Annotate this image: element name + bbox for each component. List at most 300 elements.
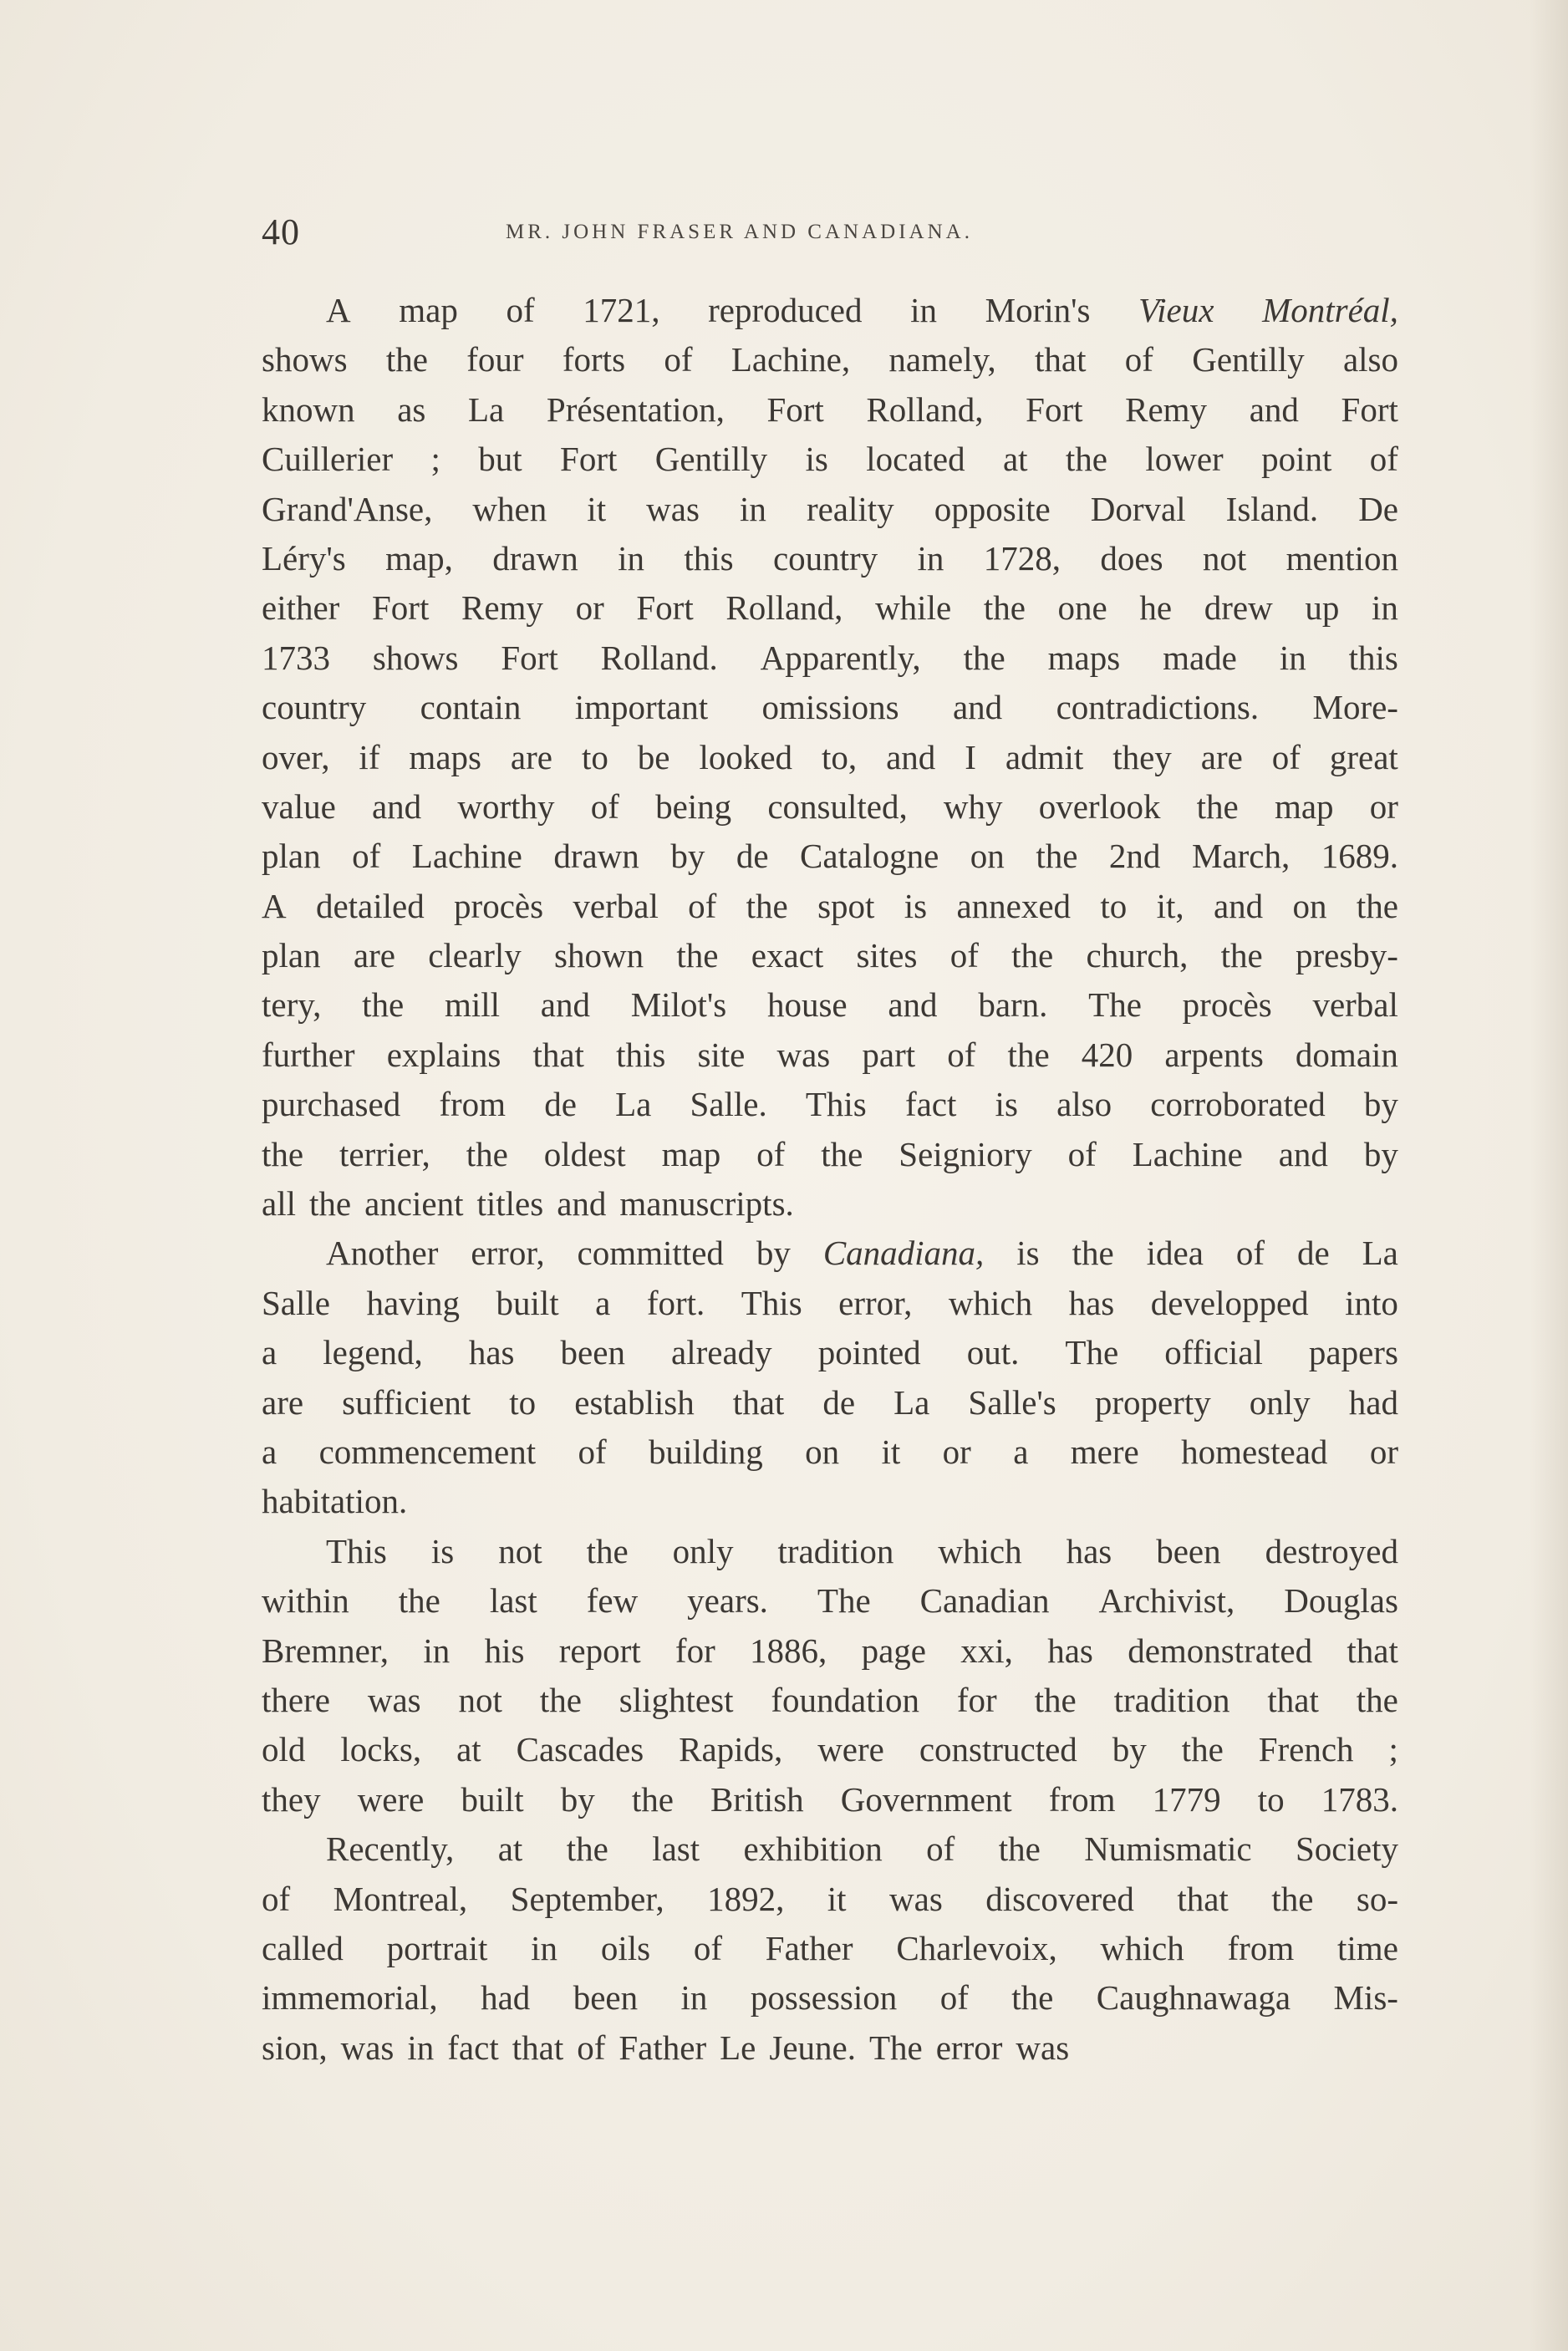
word: reproduced <box>708 291 863 329</box>
word: official <box>1164 1333 1263 1372</box>
word: lower <box>1145 440 1224 479</box>
word: it <box>587 489 607 528</box>
word: drew <box>1204 588 1273 628</box>
word: Society <box>1296 1829 1398 1869</box>
word: from <box>439 1085 507 1124</box>
word: map <box>399 291 458 329</box>
word: all <box>262 1184 296 1224</box>
word: La <box>615 1085 652 1124</box>
word: a <box>262 1432 277 1471</box>
word: shows <box>262 340 348 379</box>
text-line <box>262 1576 1398 1626</box>
word: of <box>1369 440 1398 479</box>
word: that <box>532 1035 584 1074</box>
word: country <box>772 538 878 578</box>
word: in <box>618 538 644 578</box>
word: and <box>888 985 938 1025</box>
word: in <box>1279 638 1306 677</box>
word: in <box>531 1928 558 1967</box>
word: are <box>262 1382 304 1422</box>
word: the <box>998 1829 1041 1869</box>
word: The <box>1088 985 1142 1025</box>
word: not <box>498 1531 542 1570</box>
word: papers <box>1308 1333 1398 1372</box>
word: of <box>1124 340 1153 379</box>
word: when <box>472 489 547 528</box>
word: the <box>262 1134 304 1173</box>
word: the <box>1007 1035 1050 1074</box>
word: has <box>1047 1631 1093 1670</box>
word: Morin's <box>985 291 1091 329</box>
word: report <box>558 1631 641 1670</box>
word: of <box>506 291 535 329</box>
text-line <box>262 1775 1398 1824</box>
word: and <box>557 1184 607 1224</box>
word: had <box>1348 1382 1398 1422</box>
word: Charlevoix, <box>896 1928 1057 1967</box>
word: mere <box>1070 1432 1139 1471</box>
word: La <box>1362 1234 1398 1273</box>
word: from <box>1048 1779 1116 1819</box>
word: has <box>468 1333 515 1372</box>
word: country <box>262 688 367 727</box>
word: oils <box>600 1928 651 1967</box>
word: consulted, <box>767 786 908 826</box>
word: map <box>1274 786 1334 826</box>
word: the <box>385 340 428 379</box>
word: presby- <box>1296 936 1398 975</box>
word: church, <box>1086 936 1189 975</box>
word: the <box>1034 1680 1077 1719</box>
word: been <box>573 1978 639 2018</box>
word: there <box>262 1680 330 1719</box>
word: of <box>262 1879 291 1918</box>
word: 1733 <box>262 638 330 677</box>
word: ; <box>1388 1730 1398 1769</box>
word: only <box>672 1531 734 1570</box>
text-line <box>262 1527 1398 1576</box>
word: the <box>1072 1234 1114 1273</box>
word: namely, <box>888 340 996 379</box>
word: Father <box>765 1928 853 1967</box>
word: is <box>1016 1234 1040 1273</box>
word: it, <box>1156 886 1184 925</box>
word: only <box>1249 1382 1311 1422</box>
word: contradictions. <box>1056 688 1260 727</box>
word: of <box>756 1134 786 1173</box>
word: the <box>1036 837 1078 876</box>
word: Canadian <box>919 1581 1050 1621</box>
word: Rolland. <box>600 638 718 677</box>
word: property <box>1094 1382 1211 1422</box>
word: 2nd <box>1108 837 1161 876</box>
word: September, <box>510 1879 664 1918</box>
word: and <box>1278 1134 1328 1173</box>
word: to <box>1257 1779 1285 1819</box>
word: slightest <box>619 1680 734 1719</box>
text-line <box>262 435 1398 484</box>
word: the <box>1356 1680 1398 1719</box>
word: locks, <box>340 1730 422 1769</box>
word: not <box>458 1680 502 1719</box>
word: detailed <box>315 886 425 925</box>
word: are <box>510 737 552 776</box>
word: the <box>1356 886 1398 925</box>
word: Catalogne <box>800 837 939 876</box>
word: time <box>1337 1928 1398 1967</box>
word: of <box>1235 1234 1265 1273</box>
word: manuscripts. <box>619 1184 794 1224</box>
word: omissions <box>761 688 899 727</box>
word: was <box>889 1879 943 1918</box>
word: Cuillerier <box>262 440 394 479</box>
word: constructed <box>919 1730 1077 1769</box>
word: the <box>631 1779 674 1819</box>
word: maps <box>409 737 481 776</box>
word: it <box>881 1432 901 1471</box>
word: the <box>983 588 1026 628</box>
text-line <box>262 1030 1398 1080</box>
word: also <box>1056 1085 1112 1124</box>
page-number: 40 <box>262 211 300 252</box>
text-line <box>262 1626 1398 1676</box>
word: of <box>590 786 619 826</box>
word: developped <box>1150 1283 1309 1322</box>
text-line <box>262 583 1398 633</box>
word: Fort <box>371 588 430 628</box>
word: that <box>732 1382 785 1422</box>
word: verbal <box>1312 985 1398 1025</box>
word: Government <box>840 1779 1012 1819</box>
word: of <box>926 1829 955 1869</box>
word: Salle <box>262 1283 330 1322</box>
word: of <box>947 1035 976 1074</box>
word: Bremner, <box>262 1631 389 1670</box>
word: admit <box>1005 737 1084 776</box>
word: this <box>616 1035 666 1074</box>
word: the <box>746 886 788 925</box>
word: verbal <box>573 886 659 925</box>
word: procès <box>1182 985 1272 1025</box>
word: in <box>1371 588 1398 628</box>
word: and <box>1213 886 1264 925</box>
word: immemorial, <box>262 1978 438 2018</box>
word: de <box>1296 1234 1330 1273</box>
word: French <box>1258 1730 1354 1769</box>
word: as <box>397 389 426 429</box>
word: by <box>756 1234 791 1273</box>
text-line <box>262 1824 1398 1874</box>
word: and <box>952 688 1003 727</box>
word: from <box>1227 1928 1295 1967</box>
word: further <box>262 1035 355 1074</box>
word: Archivist, <box>1098 1581 1235 1621</box>
body-text <box>262 286 1398 2073</box>
word: error <box>935 2028 1003 2067</box>
word: while <box>875 588 952 628</box>
text-line <box>262 335 1398 384</box>
word: I <box>965 737 976 776</box>
word: known <box>262 389 355 429</box>
word: of <box>664 340 693 379</box>
word: Rolland, <box>725 588 843 628</box>
word: xxi, <box>960 1631 1013 1670</box>
text-line <box>262 1229 1398 1278</box>
word: This <box>805 1085 867 1124</box>
word: Fort <box>1026 389 1083 429</box>
word: it <box>827 1879 847 1918</box>
word: ancient <box>364 1184 464 1224</box>
word: was <box>776 1035 831 1074</box>
word: and <box>371 786 422 826</box>
word: tradition <box>1113 1680 1230 1719</box>
page-edge-shadow <box>1530 0 1568 2351</box>
word: procès <box>454 886 544 925</box>
word: Fort <box>560 440 618 479</box>
word: at <box>497 1829 523 1869</box>
word: Fort <box>1341 389 1398 429</box>
word: is <box>904 886 928 925</box>
word: drawn <box>553 837 639 876</box>
word: Présentation, <box>546 389 725 429</box>
word: not <box>1202 538 1247 578</box>
word: had <box>481 1978 531 2018</box>
word: the <box>821 1134 863 1173</box>
word: The <box>868 2028 923 2067</box>
word: pointed <box>817 1333 921 1372</box>
word: which <box>948 1283 1033 1322</box>
word: in <box>739 489 766 528</box>
word: he <box>1139 588 1173 628</box>
word: but <box>478 440 522 479</box>
word: built <box>496 1283 559 1322</box>
word: over, <box>262 737 330 776</box>
word: de <box>544 1085 577 1124</box>
word: explains <box>386 1035 501 1074</box>
word: were <box>357 1779 425 1819</box>
word: Canadiana, <box>822 1234 985 1273</box>
word: error, <box>838 1283 913 1322</box>
word: Rolland, <box>866 389 984 429</box>
text-line <box>262 385 1398 435</box>
word: exact <box>751 936 824 975</box>
page-header <box>262 211 1398 261</box>
word: the <box>1220 936 1263 975</box>
word: is <box>995 1085 1018 1124</box>
word: is <box>805 440 828 479</box>
word: located <box>866 440 965 479</box>
text-line <box>262 980 1398 1030</box>
word: Montréal, <box>1262 291 1398 329</box>
word: important <box>574 688 709 727</box>
word: this <box>684 538 734 578</box>
word: oldest <box>543 1134 626 1173</box>
word: in <box>407 2028 435 2067</box>
word: De <box>1358 489 1398 528</box>
word: having <box>366 1283 461 1322</box>
word: ; <box>430 440 440 479</box>
word: sufficient <box>342 1382 471 1422</box>
word: map <box>661 1134 721 1173</box>
word: that <box>1034 340 1087 379</box>
word: in <box>910 291 938 329</box>
word: legend, <box>323 1333 423 1372</box>
word: either <box>262 588 340 628</box>
word: or <box>942 1432 971 1471</box>
text-line <box>262 931 1398 980</box>
word: or <box>1369 786 1398 826</box>
word: 1783. <box>1321 1779 1398 1819</box>
text-line <box>262 1676 1398 1725</box>
word: 1689. <box>1321 837 1398 876</box>
word: overlook <box>1038 786 1161 826</box>
text-line <box>262 1179 1398 1229</box>
word: the <box>1011 1978 1054 2018</box>
word: 1892, <box>707 1879 785 1918</box>
word: last <box>652 1829 700 1869</box>
word: of <box>949 936 979 975</box>
word: spot <box>817 886 875 925</box>
word: reality <box>806 489 894 528</box>
word: arpents <box>1164 1035 1264 1074</box>
word: sites <box>856 936 918 975</box>
word: why <box>943 786 1003 826</box>
text-line <box>262 882 1398 931</box>
word: out. <box>966 1333 1020 1372</box>
text-line <box>262 1924 1398 1973</box>
word: Seigniory <box>899 1134 1032 1173</box>
word: a <box>1013 1432 1029 1471</box>
word: were <box>817 1730 884 1769</box>
text-line <box>262 1080 1398 1129</box>
word: This <box>741 1283 802 1322</box>
word: within <box>262 1581 349 1621</box>
word: also <box>1342 340 1398 379</box>
word: 420 <box>1081 1035 1133 1074</box>
word: Vieux <box>1138 291 1214 329</box>
word: up <box>1305 588 1340 628</box>
text-line <box>262 1279 1398 1328</box>
word: the <box>539 1680 582 1719</box>
word: that <box>1177 1879 1229 1918</box>
word: of <box>1067 1134 1097 1173</box>
word: Fort <box>766 389 824 429</box>
word: one <box>1057 588 1107 628</box>
word: establish <box>574 1382 695 1422</box>
word: the <box>566 1829 608 1869</box>
word: years. <box>687 1581 768 1621</box>
word: barn. <box>978 985 1048 1025</box>
word: mill <box>444 985 501 1025</box>
word: has <box>1066 1531 1112 1570</box>
word: Le <box>720 2028 756 2067</box>
word: few <box>586 1581 639 1621</box>
word: A <box>262 886 287 925</box>
text-line <box>262 1477 1398 1526</box>
word: Mis- <box>1333 1978 1398 2018</box>
word: if <box>359 737 380 776</box>
word: idea <box>1146 1234 1204 1273</box>
word: and <box>1249 389 1299 429</box>
word: tradition <box>777 1531 894 1570</box>
word: to <box>1100 886 1128 925</box>
text-line <box>262 1378 1398 1427</box>
word: this <box>1348 638 1398 677</box>
word: be <box>637 737 670 776</box>
word: are <box>353 936 395 975</box>
word: site <box>697 1035 746 1074</box>
word: has <box>1068 1283 1115 1322</box>
text-line <box>262 832 1398 881</box>
text-line <box>262 485 1398 534</box>
word: The <box>817 1581 871 1621</box>
word: Gentilly <box>1192 340 1305 379</box>
word: was <box>1016 2028 1070 2067</box>
word: 1728, <box>983 538 1061 578</box>
word: which <box>1100 1928 1184 1967</box>
word: was <box>340 2028 395 2067</box>
text-line <box>262 782 1398 832</box>
word: on <box>1292 886 1327 925</box>
running-title: MR. JOHN FRASER AND CANADIANA. <box>506 221 973 243</box>
word: La <box>468 389 505 429</box>
word: for <box>675 1631 715 1670</box>
word: that <box>512 2028 564 2067</box>
word: was <box>646 489 700 528</box>
word: clearly <box>428 936 522 975</box>
word: Milot's <box>630 985 727 1025</box>
word: in <box>423 1631 451 1670</box>
word: opposite <box>934 489 1051 528</box>
word: 1779 <box>1152 1779 1221 1819</box>
word: Remy <box>1125 389 1208 429</box>
word: by <box>560 1779 595 1819</box>
word: already <box>671 1333 772 1372</box>
word: portrait <box>386 1928 488 1967</box>
word: annexed <box>956 886 1072 925</box>
text-line <box>262 1427 1398 1477</box>
word: Lachine <box>411 837 522 876</box>
word: de <box>736 837 769 876</box>
word: by <box>1363 1134 1398 1173</box>
word: being <box>655 786 732 826</box>
word: and <box>886 737 936 776</box>
word: corroborated <box>1150 1085 1326 1124</box>
word: house <box>766 985 848 1025</box>
word: Douglas <box>1284 1581 1398 1621</box>
word: tery, <box>262 985 322 1025</box>
word: demonstrated <box>1128 1631 1313 1670</box>
word: terrier, <box>339 1134 430 1173</box>
word: discovered <box>985 1879 1134 1918</box>
word: the <box>586 1531 629 1570</box>
word: A <box>326 291 351 329</box>
word: of <box>578 1432 607 1471</box>
word: worthy <box>457 786 555 826</box>
word: Cascades <box>516 1730 644 1769</box>
word: Rapids, <box>679 1730 783 1769</box>
text-line <box>262 1725 1398 1774</box>
word: of <box>577 2028 606 2067</box>
word: the <box>466 1134 508 1173</box>
word: point <box>1261 440 1332 479</box>
word: More- <box>1312 688 1398 727</box>
word: destroyed <box>1265 1531 1398 1570</box>
word: four <box>466 340 524 379</box>
word: Jeune. <box>769 2028 856 2067</box>
word: shown <box>554 936 644 975</box>
word: commencement <box>318 1432 537 1471</box>
